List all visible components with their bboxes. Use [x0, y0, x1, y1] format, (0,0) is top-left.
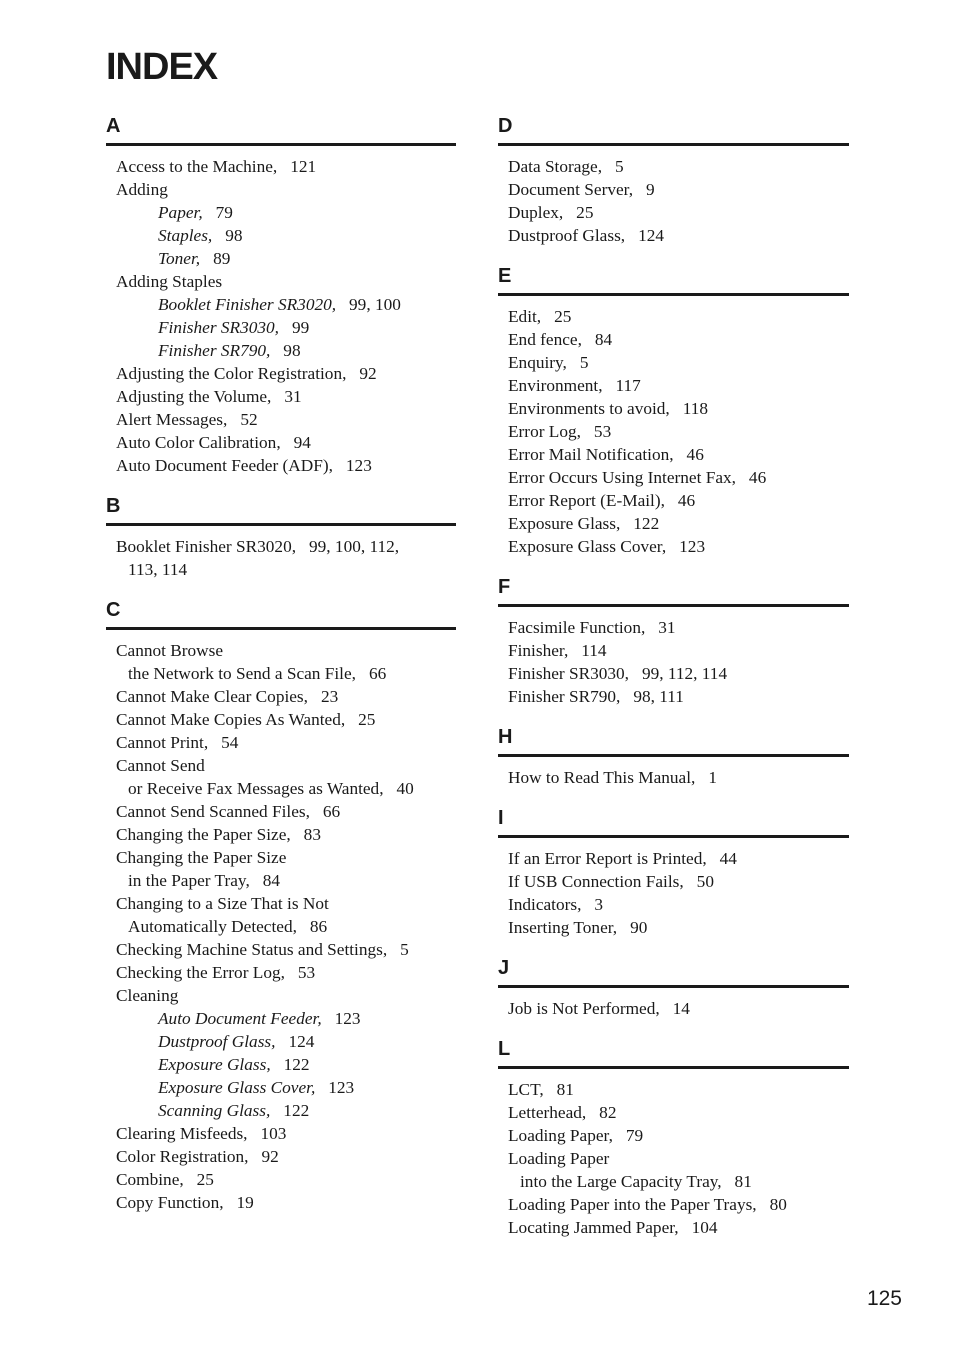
entry-term: Copy Function,	[116, 1193, 224, 1212]
index-entry	[498, 916, 849, 939]
entry-pages: 86	[309, 917, 328, 936]
section-letter: F	[498, 575, 849, 607]
entry-pages: 122	[283, 1101, 310, 1120]
entry-pages: 98, 111	[633, 687, 684, 706]
entry-pages: 5	[400, 940, 409, 959]
section-letter: A	[106, 114, 456, 146]
entry-pages: 123	[679, 537, 706, 556]
index-entry	[106, 869, 456, 892]
entry-term: Dustproof Glass,	[508, 226, 626, 245]
entry-pages: 1	[708, 768, 717, 787]
entry-pages: 53	[593, 422, 612, 441]
entry-term: Adjusting the Volume,	[116, 387, 272, 406]
index-entry	[498, 1101, 849, 1124]
index-section-b	[106, 494, 456, 581]
entry-pages: 31	[658, 618, 676, 637]
entry-pages: 44	[719, 849, 737, 868]
entry-pages: 46	[748, 468, 767, 487]
entry-pages: 25	[554, 307, 572, 326]
index-entry	[498, 997, 849, 1020]
index-column-left	[106, 114, 456, 1231]
index-entry	[106, 535, 456, 558]
index-entry	[498, 155, 849, 178]
entry-pages: 90	[630, 918, 648, 937]
section-letter: H	[498, 725, 849, 757]
entry-term: or Receive Fax Messages as Wanted,	[128, 779, 384, 798]
index-entry	[106, 558, 456, 581]
entry-term: Cleaning	[116, 986, 179, 1005]
entry-term: Error Mail Notification,	[508, 445, 674, 464]
entry-term: If an Error Report is Printed,	[508, 849, 707, 868]
page-title: INDEX	[106, 46, 218, 88]
index-entry	[498, 328, 849, 351]
entry-term: Document Server,	[508, 180, 634, 199]
entry-term: Environment,	[508, 376, 603, 395]
section-letter: C	[106, 598, 456, 630]
entry-pages: 31	[284, 387, 302, 406]
index-entry	[106, 408, 456, 431]
index-entry	[106, 777, 456, 800]
entry-term: 113, 114	[128, 560, 188, 579]
section-letter: L	[498, 1037, 849, 1069]
entry-term: Cannot Browse	[116, 641, 224, 660]
index-entry	[106, 846, 456, 869]
entry-pages: 52	[240, 410, 258, 429]
index-subentry	[106, 201, 456, 224]
entry-term: Exposure Glass,	[508, 514, 621, 533]
entry-term: Error Log,	[508, 422, 581, 441]
entry-pages: 23	[320, 687, 339, 706]
entry-pages: 81	[556, 1080, 574, 1099]
entry-term: LCT,	[508, 1080, 544, 1099]
entry-pages: 118	[682, 399, 709, 418]
entry-term: Paper,	[158, 203, 203, 222]
index-section-d	[498, 114, 849, 247]
index-entry	[106, 454, 456, 477]
entry-term: Checking Machine Status and Settings,	[116, 940, 388, 959]
entry-term: Enquiry,	[508, 353, 567, 372]
entry-term: Finisher SR3030,	[158, 318, 279, 337]
index-entry	[106, 639, 456, 662]
entry-pages: 89	[213, 249, 231, 268]
entry-term: Edit,	[508, 307, 542, 326]
entry-term: Adjusting the Color Registration,	[116, 364, 347, 383]
index-entry	[498, 1147, 849, 1170]
entry-term: Finisher SR3030,	[508, 664, 629, 683]
index-entry	[498, 535, 849, 558]
entry-pages: 54	[221, 733, 239, 752]
entry-pages: 121	[290, 157, 317, 176]
entry-pages: 50	[696, 872, 714, 891]
entry-pages: 25	[358, 710, 376, 729]
entry-term: Cannot Make Copies As Wanted,	[116, 710, 346, 729]
entry-pages: 25	[196, 1170, 214, 1189]
entry-term: Environments to avoid,	[508, 399, 670, 418]
index-section-f	[498, 575, 849, 708]
entry-pages: 46	[677, 491, 696, 510]
index-entry	[498, 1078, 849, 1101]
entry-term: Automatically Detected,	[128, 917, 297, 936]
index-entry	[106, 731, 456, 754]
entry-term: Cannot Send	[116, 756, 205, 775]
entry-term: Auto Document Feeder,	[158, 1009, 322, 1028]
entry-pages: 123	[345, 456, 372, 475]
index-column-right	[498, 114, 849, 1256]
index-entry	[498, 178, 849, 201]
entry-term: Finisher SR790,	[158, 341, 271, 360]
entry-term: How to Read This Manual,	[508, 768, 696, 787]
index-entry	[106, 892, 456, 915]
index-entry	[106, 155, 456, 178]
index-entry	[498, 766, 849, 789]
entry-term: Toner,	[158, 249, 201, 268]
index-entry	[106, 685, 456, 708]
index-entry	[106, 915, 456, 938]
index-entry	[106, 708, 456, 731]
section-letter: B	[106, 494, 456, 526]
index-section-l	[498, 1037, 849, 1239]
entry-pages: 9	[646, 180, 655, 199]
entry-pages: 123	[334, 1009, 361, 1028]
index-entry	[498, 466, 849, 489]
entry-pages: 5	[615, 157, 624, 176]
index-section-c	[106, 598, 456, 1214]
index-entry	[498, 1193, 849, 1216]
index-entry	[498, 512, 849, 535]
index-entry	[106, 1168, 456, 1191]
entry-term: Job is Not Performed,	[508, 999, 660, 1018]
entry-pages: 84	[594, 330, 613, 349]
entry-pages: 103	[260, 1124, 287, 1143]
index-entry	[106, 270, 456, 293]
entry-pages: 94	[293, 433, 311, 452]
entry-term: Cannot Print,	[116, 733, 209, 752]
entry-term: Checking the Error Log,	[116, 963, 285, 982]
entry-term: Adding Staples	[116, 272, 223, 291]
entry-pages: 122	[633, 514, 660, 533]
index-subentry	[106, 1053, 456, 1076]
entry-pages: 122	[283, 1055, 310, 1074]
index-entry	[498, 1216, 849, 1239]
index-entry	[106, 823, 456, 846]
entry-term: Adding	[116, 180, 168, 199]
entry-term: Duplex,	[508, 203, 564, 222]
index-entry	[498, 685, 849, 708]
entry-term: Staples,	[158, 226, 213, 245]
entry-pages: 98	[225, 226, 243, 245]
entry-term: Finisher SR790,	[508, 687, 621, 706]
index-section-j	[498, 956, 849, 1020]
entry-term: If USB Connection Fails,	[508, 872, 684, 891]
entry-term: Color Registration,	[116, 1147, 249, 1166]
entry-term: Data Storage,	[508, 157, 603, 176]
entry-pages: 99, 112, 114	[641, 664, 728, 683]
index-entry	[106, 1191, 456, 1214]
index-entry	[498, 374, 849, 397]
entry-pages: 25	[576, 203, 594, 222]
index-entry	[498, 201, 849, 224]
entry-pages: 117	[615, 376, 641, 395]
section-letter: E	[498, 264, 849, 296]
section-letter: J	[498, 956, 849, 988]
entry-term: Access to the Machine,	[116, 157, 278, 176]
section-letter: I	[498, 806, 849, 838]
entry-term: Cannot Send Scanned Files,	[116, 802, 310, 821]
entry-term: in the Paper Tray,	[128, 871, 250, 890]
index-subentry	[106, 1007, 456, 1030]
entry-term: Changing the Paper Size	[116, 848, 287, 867]
entry-pages: 79	[625, 1126, 644, 1145]
entry-pages: 123	[328, 1078, 355, 1097]
index-subentry	[106, 1030, 456, 1053]
entry-pages: 81	[734, 1172, 752, 1191]
entry-pages: 98	[283, 341, 301, 360]
entry-term: Error Report (E-Mail),	[508, 491, 665, 510]
index-subentry	[106, 224, 456, 247]
entry-term: Changing the Paper Size,	[116, 825, 291, 844]
index-entry	[106, 984, 456, 1007]
index-entry	[106, 178, 456, 201]
index-entry	[498, 489, 849, 512]
entry-pages: 99	[291, 318, 310, 337]
entry-term: Booklet Finisher SR3020,	[116, 537, 297, 556]
entry-term: Scanning Glass,	[158, 1101, 271, 1120]
entry-pages: 66	[368, 664, 387, 683]
index-entry	[498, 443, 849, 466]
entry-pages: 99, 100, 112,	[309, 537, 400, 556]
entry-term: Auto Color Calibration,	[116, 433, 281, 452]
entry-term: Indicators,	[508, 895, 582, 914]
entry-term: Inserting Toner,	[508, 918, 618, 937]
index-entry	[498, 305, 849, 328]
entry-term: Alert Messages,	[116, 410, 228, 429]
entry-pages: 83	[303, 825, 321, 844]
entry-pages: 19	[236, 1193, 254, 1212]
index-entry	[498, 639, 849, 662]
entry-term: into the Large Capacity Tray,	[520, 1172, 722, 1191]
index-entry	[106, 362, 456, 385]
index-entry	[498, 1124, 849, 1147]
index-entry	[498, 420, 849, 443]
index-section-a	[106, 114, 456, 477]
index-section-i	[498, 806, 849, 939]
index-subentry	[106, 1099, 456, 1122]
entry-term: Exposure Glass Cover,	[508, 537, 667, 556]
entry-term: Loading Paper,	[508, 1126, 613, 1145]
entry-pages: 40	[396, 779, 414, 798]
index-entry	[498, 870, 849, 893]
index-entry	[106, 1145, 456, 1168]
entry-pages: 82	[599, 1103, 617, 1122]
page-number: 125	[866, 1287, 902, 1310]
entry-term: Dustproof Glass,	[158, 1032, 276, 1051]
index-subentry	[106, 1076, 456, 1099]
index-entry	[106, 385, 456, 408]
entry-pages: 114	[581, 641, 607, 660]
index-section-e	[498, 264, 849, 558]
entry-pages: 92	[261, 1147, 279, 1166]
entry-term: Loading Paper into the Paper Trays,	[508, 1195, 757, 1214]
entry-pages: 124	[288, 1032, 315, 1051]
index-entry	[106, 662, 456, 685]
index-subentry	[106, 247, 456, 270]
entry-pages: 66	[322, 802, 341, 821]
index-entry	[106, 938, 456, 961]
entry-pages: 3	[594, 895, 604, 914]
index-entry	[106, 800, 456, 823]
entry-term: Clearing Misfeeds,	[116, 1124, 248, 1143]
entry-pages: 84	[262, 871, 281, 890]
entry-pages: 79	[215, 203, 233, 222]
index-entry	[498, 351, 849, 374]
entry-pages: 5	[579, 353, 589, 372]
index-entry	[498, 847, 849, 870]
entry-term: Error Occurs Using Internet Fax,	[508, 468, 736, 487]
entry-term: Auto Document Feeder (ADF),	[116, 456, 333, 475]
entry-term: Finisher,	[508, 641, 569, 660]
index-entry	[106, 961, 456, 984]
entry-term: Changing to a Size That is Not	[116, 894, 329, 913]
entry-pages: 104	[691, 1218, 718, 1237]
index-entry	[106, 1122, 456, 1145]
entry-pages: 53	[297, 963, 316, 982]
index-entry	[498, 616, 849, 639]
entry-term: Facsimile Function,	[508, 618, 646, 637]
index-section-h	[498, 725, 849, 789]
index-subentry	[106, 339, 456, 362]
index-entry	[106, 431, 456, 454]
entry-term: the Network to Send a Scan File,	[128, 664, 356, 683]
index-entry	[498, 397, 849, 420]
index-entry	[498, 1170, 849, 1193]
entry-pages: 80	[769, 1195, 787, 1214]
index-entry	[106, 754, 456, 777]
entry-term: Combine,	[116, 1170, 184, 1189]
entry-term: Booklet Finisher SR3020,	[158, 295, 337, 314]
entry-term: Locating Jammed Paper,	[508, 1218, 679, 1237]
entry-term: End fence,	[508, 330, 582, 349]
entry-term: Loading Paper	[508, 1149, 610, 1168]
entry-term: Cannot Make Clear Copies,	[116, 687, 308, 706]
entry-pages: 92	[359, 364, 377, 383]
index-entry	[498, 224, 849, 247]
entry-pages: 46	[686, 445, 704, 464]
index-subentry	[106, 293, 456, 316]
entry-pages: 14	[672, 999, 690, 1018]
entry-term: Letterhead,	[508, 1103, 587, 1122]
index-entry	[498, 662, 849, 685]
index-subentry	[106, 316, 456, 339]
section-letter: D	[498, 114, 849, 146]
entry-term: Exposure Glass Cover,	[158, 1078, 316, 1097]
index-entry	[498, 893, 849, 916]
entry-pages: 99, 100	[349, 295, 401, 314]
entry-pages: 124	[638, 226, 665, 245]
entry-term: Exposure Glass,	[158, 1055, 271, 1074]
